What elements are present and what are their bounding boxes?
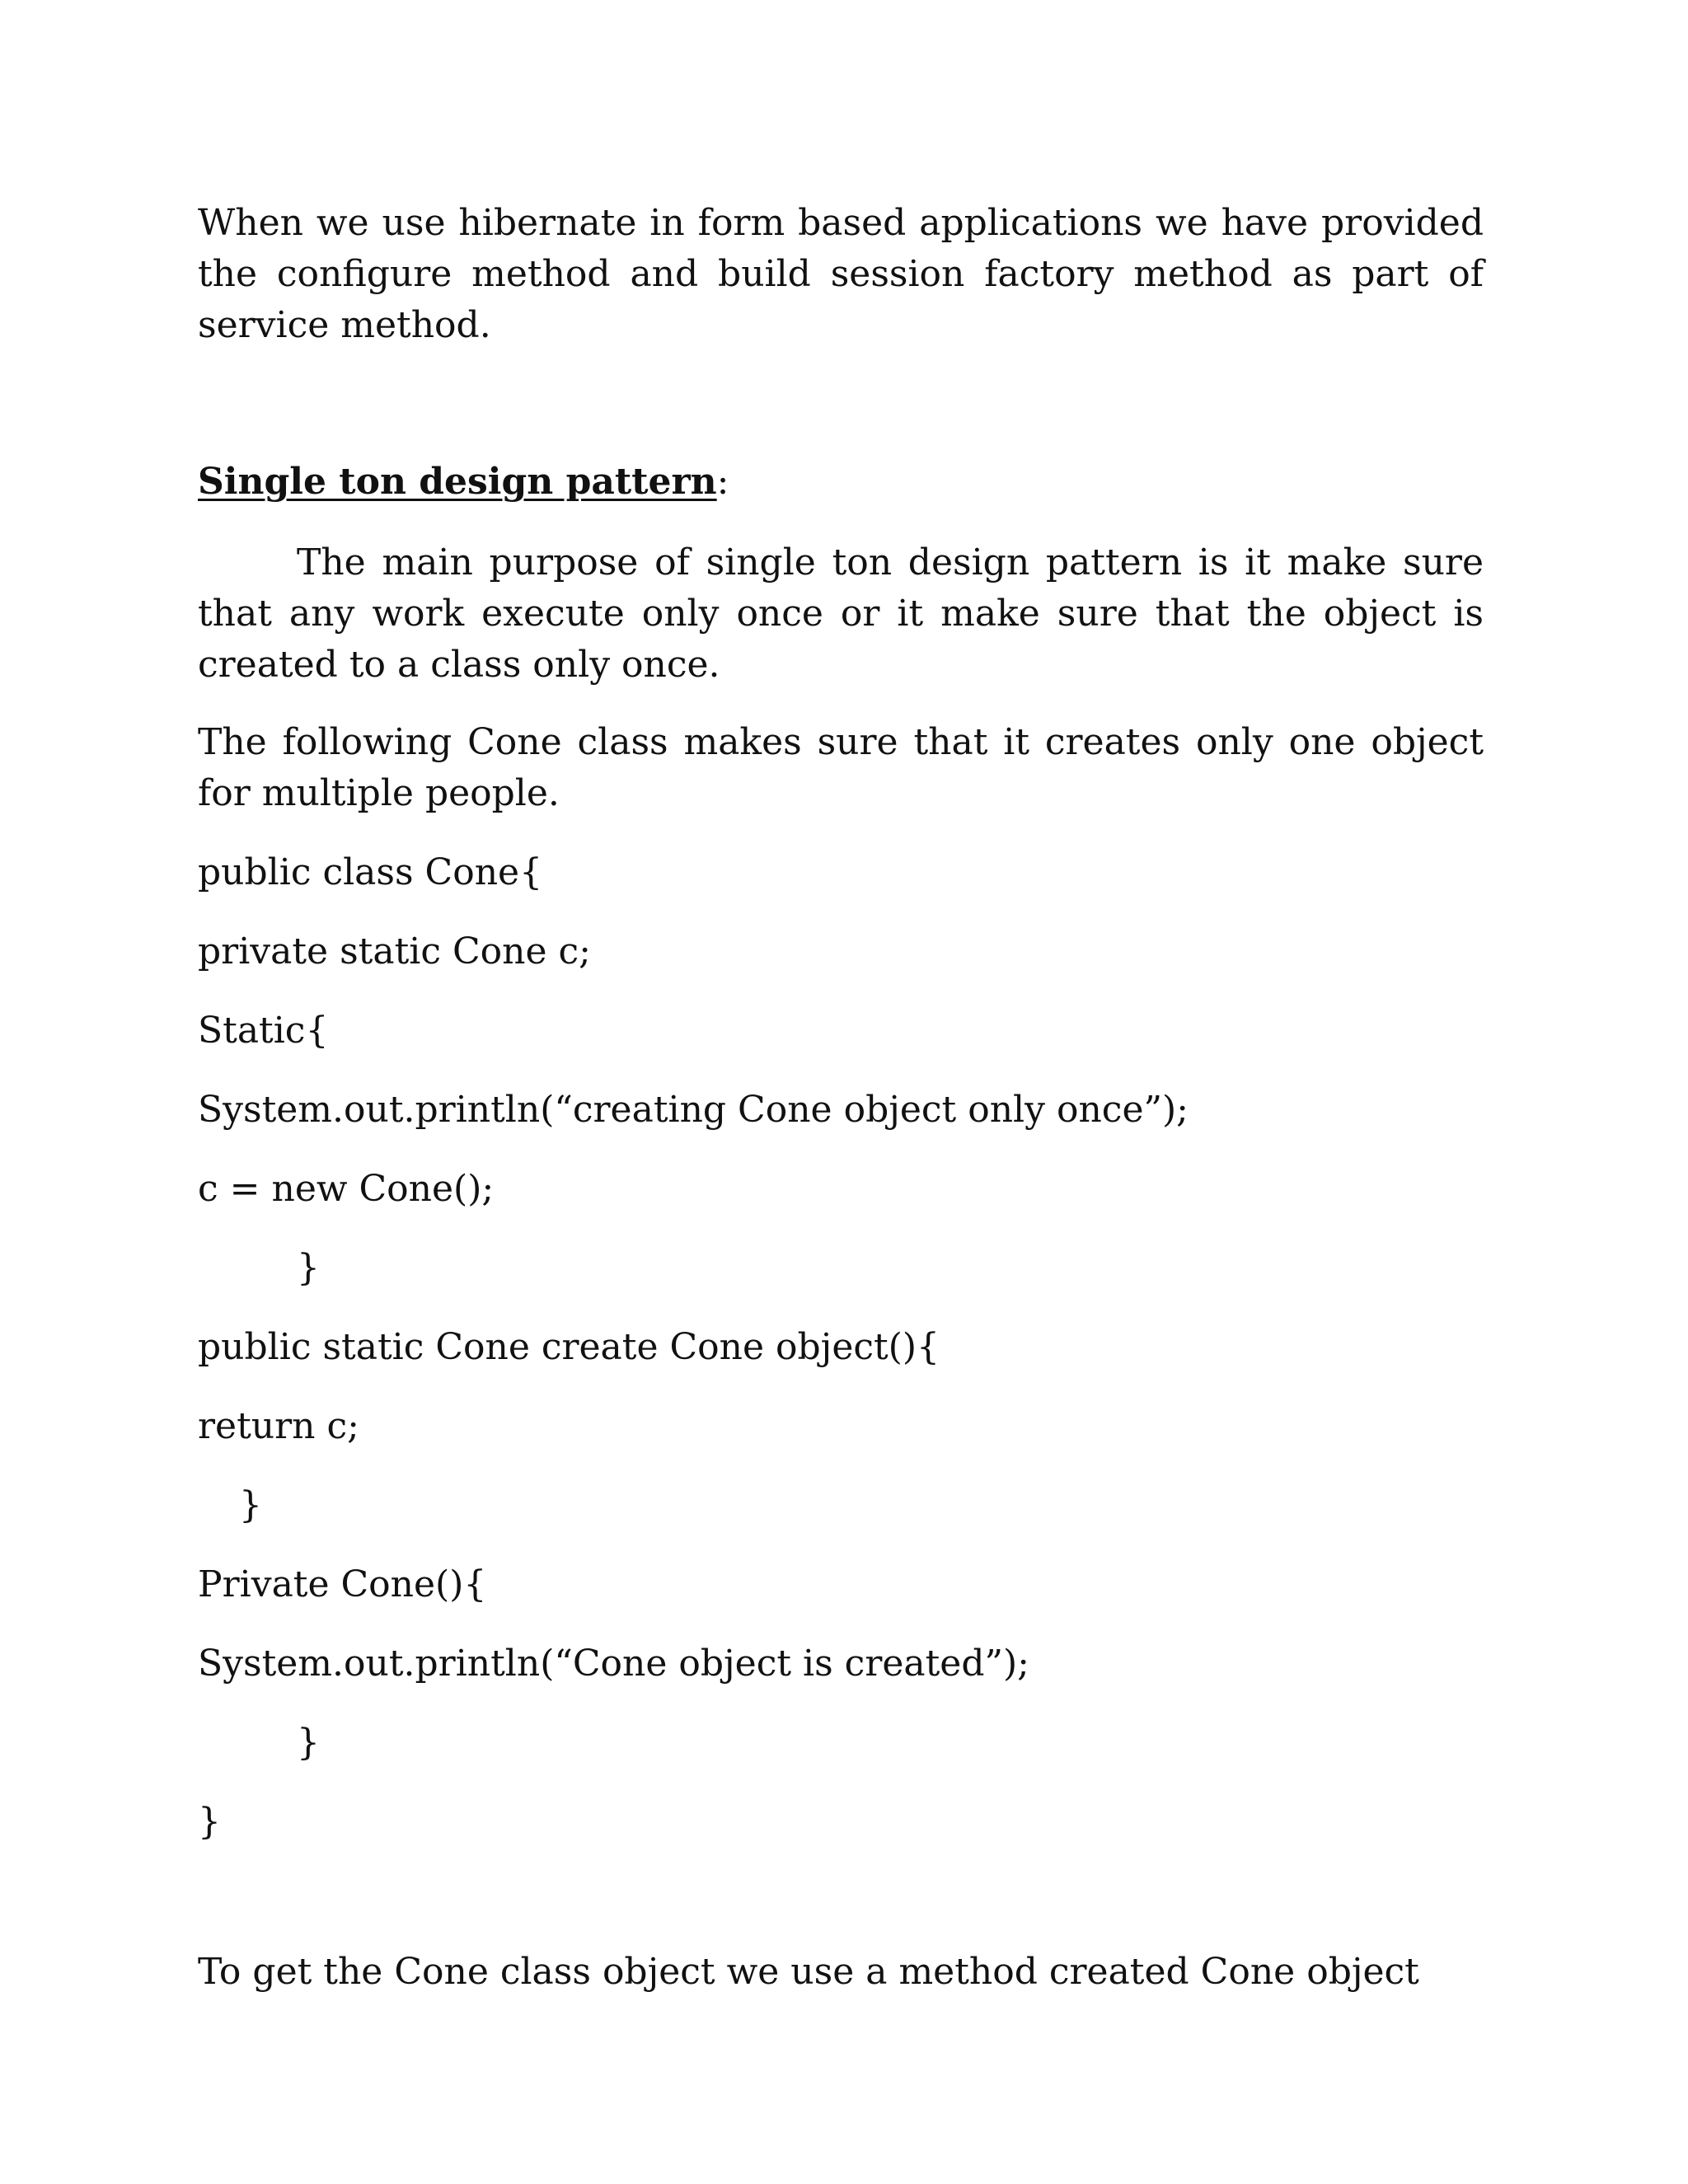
purpose-paragraph: The main purpose of single ton design pattern is it make sure that any work execute only once or it make sure that the object is created to a class only once. [198,541,1484,686]
code-line-new-cone: c = new Cone(); [198,1168,495,1210]
document-page [198,198,1484,1998]
code-line-static-close: } [297,1247,320,1289]
code-line-return: return c; [198,1405,359,1447]
code-line-class-close: } [198,1801,221,1843]
code-line-class-decl: public class Cone{ [198,851,543,893]
section-heading-line [198,457,1484,508]
code-line-constructor-decl: Private Cone(){ [198,1563,487,1605]
code-line-field: private static Cone c; [198,930,591,972]
code-line-println-created: System.out.println(“Cone object is created”); [198,1643,1029,1685]
code-line-method-close: } [239,1484,262,1526]
heading-colon: : [716,461,729,503]
intro-paragraph: When we use hibernate in form based applications we have provided the configure method and build session factory method as part of service method. [198,202,1484,346]
section-heading: Single ton design pattern [198,461,717,503]
following-paragraph: The following Cone class makes sure that it creates only one object for multiple people. [198,721,1484,814]
code-block [198,847,1484,1848]
code-line-println-once: System.out.println(“creating Cone object only once”); [198,1089,1189,1131]
code-line-constructor-close: } [297,1722,320,1764]
code-line-static-open: Static{ [198,1010,329,1052]
closing-paragraph: To get the Cone class object we use a method created Cone object [198,1951,1419,1993]
code-line-method-decl: public static Cone create Cone object(){ [198,1326,940,1368]
